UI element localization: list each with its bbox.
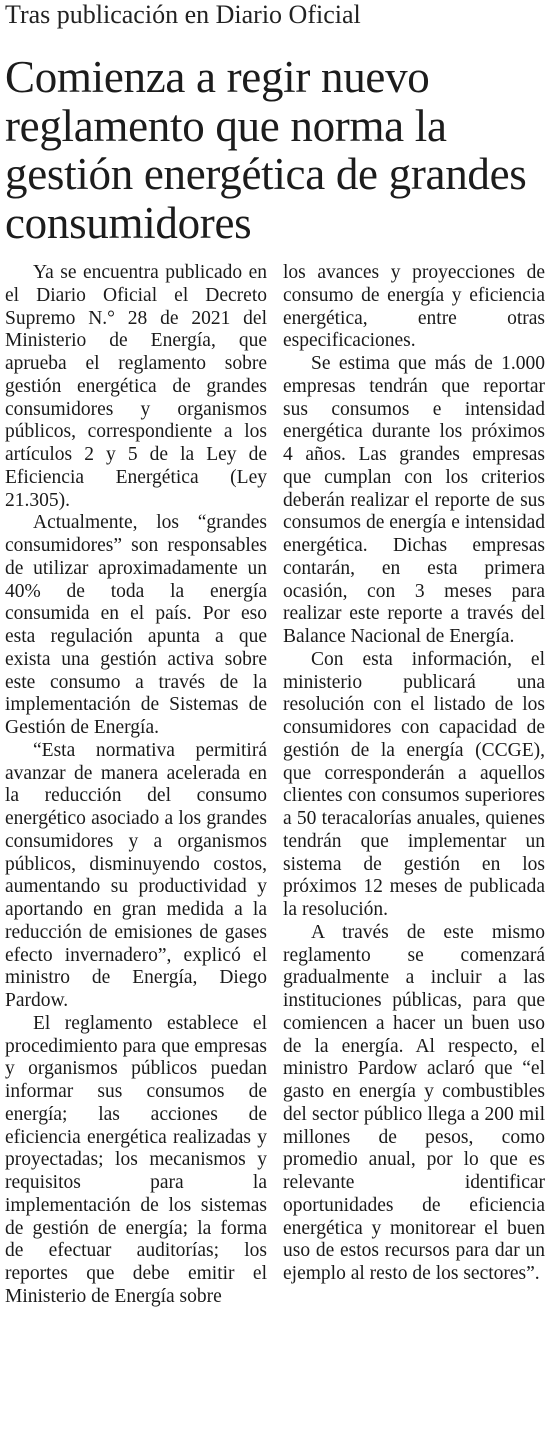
article-column-right	[283, 262, 545, 1449]
article-kicker: Tras publicación en Diario Oficial	[5, 0, 361, 29]
body-paragraph: Con esta información, el ministerio publicará una resolución con el listado de los consumidores con capacidad de gestión de la energía (CCGE), que corresponderán a aquellos clientes con consumos superiores a 50 teracalorías anuales, quienes tendrán que implementar un sistema de gestión en los próximos 12 meses de publicada la resolución.	[283, 648, 545, 920]
article-body	[5, 262, 545, 1449]
body-paragraph: “Esta normativa permitirá avanzar de manera acelerada en la reducción del consumo energético asociado a los grandes consumidores y a organismos públicos, disminuyendo costos, aumentando su productividad y aportando en gran medida a la reducción de emisiones de gases efecto invernadero”, explicó el ministro de Energía, Diego Pardow.	[5, 739, 267, 1011]
body-paragraph: A través de este mismo reglamento se comenzará gradualmente a incluir a las instituciones públicas, para que comiencen a hacer un buen uso de la energía. Al respecto, el ministro Pardow aclaró que “el gasto en energía y combustibles del sector público llega a 200 mil millones de pesos, como promedio anual, por lo que es relevante identificar oportunidades de eficiencia energética y monitorear el buen uso de estos recursos para dar un ejemplo al resto de los sectores”.	[283, 921, 545, 1284]
article-column-left	[5, 262, 267, 1449]
body-paragraph: Se estima que más de 1.000 empresas tendrán que reportar sus consumos e intensidad energética durante los próximos 4 años. Las grandes empresas que cumplan con los criterios deberán realizar el reporte de sus consumos de energía e intensidad energética. Dichas empresas contarán, en esta primera ocasión, con 3 meses para realizar este reporte a través del Balance Nacional de Energía.	[283, 353, 545, 647]
body-paragraph-continued: los avances y proyecciones de consumo de energía y eficiencia energética, entre otras especificaciones.	[283, 262, 545, 352]
body-paragraph: Ya se encuentra publicado en el Diario Oficial el Decreto Supremo N.° 28 de 2021 del Ministerio de Energía, que aprueba el reglamento sobre gestión energética de grandes consumidores y organismos públicos, correspondiente a los artículos 2 y 5 de la Ley de Eficiencia Energética (Ley 21.305).	[5, 262, 267, 511]
article-headline: Comienza a regir nuevo reglamento que norma la gestión energética de grandes consumidores	[5, 52, 527, 248]
body-paragraph: El reglamento establece el procedimiento para que empresas y organismos públicos puedan informar sus consumos de energía; las acciones de eficiencia energética realizadas y proyectadas; los mecanismos y requisitos para la implementación de los sistemas de gestión de energía; la forma de efectuar auditorías; los reportes que debe emitir el Ministerio de Energía sobre	[5, 1012, 267, 1307]
body-paragraph: Actualmente, los “grandes consumidores” son responsables de utilizar aproximadamente un 40% de toda la energía consumida en el país. Por eso esta regulación apunta a que exista una gestión activa sobre este consumo a través de la implementación de Sistemas de Gestión de Energía.	[5, 512, 267, 738]
